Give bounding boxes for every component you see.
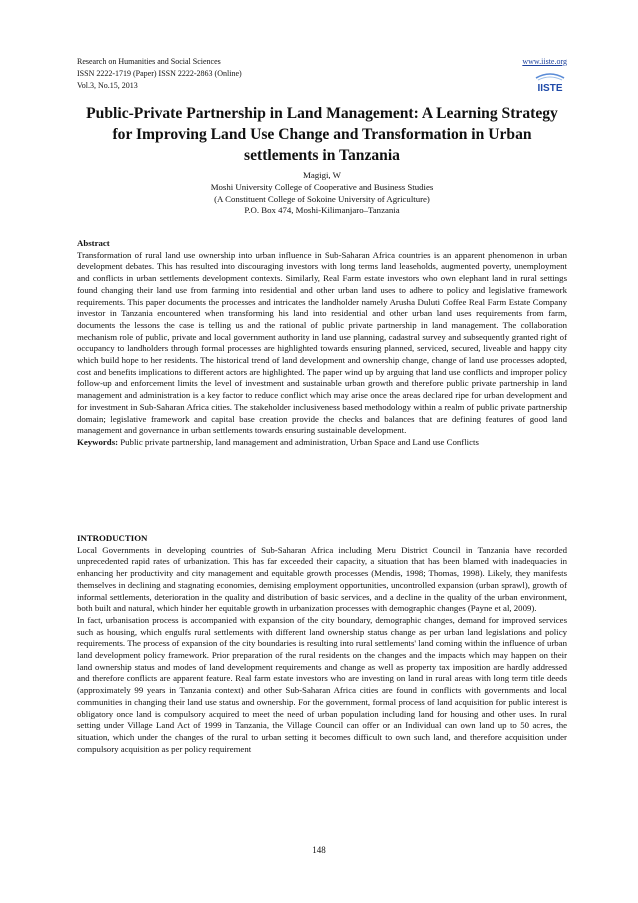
iiste-logo-icon [533,69,567,97]
author-name: Magigi, W [303,170,341,180]
author-address: P.O. Box 474, Moshi-Kilimanjaro–Tanzania [244,205,400,216]
author-affiliation: Moshi University College of Cooperative and Business Studies [210,181,434,192]
journal-issn: ISSN 2222-1719 (Paper) ISSN 2222-2863 (Online) [77,69,242,78]
introduction-paragraph-2: In fact, urbanisation process is accompanied with expansion of the city boundary, demographic changes, demand for improved services such as housing, which engulfs rural settlements with different land ownership status change as per urban land legislations and policy requirements. The process of expansion of the city boundaries is resulting into rural settlements' land coming within the influence of urban land development policy framework. Prior preparation of the rural residents on the changes and the impacts which may happen on their land ownership status and modes of land development requirements and change as well as property tax imposition are hardly addressed and therefore conflicts are apparent feature. Real farm estate investors who are investing on land in rural areas with long term title deeds (approximately 99 years in Tanzania context) and other Sub-Saharan Africa cities are found in conflicts with governments and local communities in changing their land use status and ownership. For the government, formal process of land acquisition for public interest is obligatory once land is compulsory acquired to meet the need of urban population including land for housing and other uses. In rural setting under Village Land Act of 1999 in Tanzania, the Village Council can offer or an Individual can own land up to 50 acres, the situation, which under the changes of the rural to urban setting it becomes difficult to own such land, and therefore acquisition under compulsory acquisition as per policy requirement [77,614,567,754]
introduction-paragraph-1: Local Governments in developing countries of Sub-Saharan Africa including Meru District Council in Tanzania have recorded unprecedented rapid rates of urbanization. This has far exceeded their capacity, a situation that has been blamed with inadequacies in enhancing her productivity and city management and equitable growth processes (Mendis, 1998; Thomas, 1998). Likely, they manifests themselves in declining and stagnating economies, demising employment opportunities, uncontrolled expansion (urban sprawl), growth of informal settlements, deterioration in the quality and distribution of basic services, and a decline in the quality of the urban environment, both built and natural, which hinder her equitable growth in urbanization processes with demographic changes (Payne et al, 2009). [77,544,567,614]
introduction-heading: INTRODUCTION [77,533,148,543]
journal-name: Research on Humanities and Social Sciences [77,57,221,66]
journal-volume: Vol.3, No.15, 2013 [77,81,138,90]
keywords-text: Public private partnership, land management and administration, Urban Space and Land use Conflicts [120,436,479,447]
svg-text:IISTE: IISTE [537,83,563,94]
author-affiliation-note: (A Constituent College of Sokoine University of Agriculture) [214,193,430,204]
journal-url-link[interactable]: www.iiste.org [522,57,567,66]
page-number: 148 [312,845,326,855]
abstract-section [77,238,567,449]
keywords-paragraph [77,437,567,449]
keywords-label: Keywords: [77,436,119,447]
paper-title: Public-Private Partnership in Land Management: A Learning Strategy for Improving Land Use Change and Transformation in Urban settlements in Tanzania [86,105,558,164]
abstract-heading: Abstract [77,238,110,248]
journal-header [77,56,567,92]
introduction-section [77,533,567,755]
author-block [77,170,567,217]
abstract-text: Transformation of rural land use ownership into urban influence in Sub-Saharan Africa countries is an apparent phenomenon in urban development debates. This has resulted into discouraging investors with long terms land leaseholds, augmented poverty, unemployment and conflicts in urban settlements development contexts. Similarly, Real Farm estate investors who own elephant land in rural settings found changing their land use from farming into residential and other urban land uses to adhere to policy and legislative framework requirements. This paper documents the processes and intricates the landholder namely Arusha Duluti Coffee Real Farm Estate Company investor in Tanzania encountered when transforming his land into residential and other urban land uses requirements from farm, documents the lessons the case is telling us and the rational of public private partnership in land management. The collaboration mechanism role of public, private and local government authority in land use planning, cadastral survey and subsequently granted right of occupancy to landholders through formal processes are highlighted towards ensuring planned, serviced, secured, liveable and happy city which build hope to her residents. The historical trend of land development and ownership change, change of land use processes adopted, cost and benefits implications to different actors are highlighted. The paper wind up by arguing that land use conflicts and improper policy follow-up and enforcement limits the level of investment and sustainable urban growth and therefore public private partnership in land management and administration is a key factor to reduce conflict which may arise once the areas declared ripe for urban development and for investment in Sub-Saharan Africa cities. The stakeholder inclusiveness based methodology within a realm of public private partnership domain; legislative framework and capital base creation provide the checks and balances that are defining features of good land management and governance in urban settlements towards ensuring sustainable development. [77,249,567,436]
